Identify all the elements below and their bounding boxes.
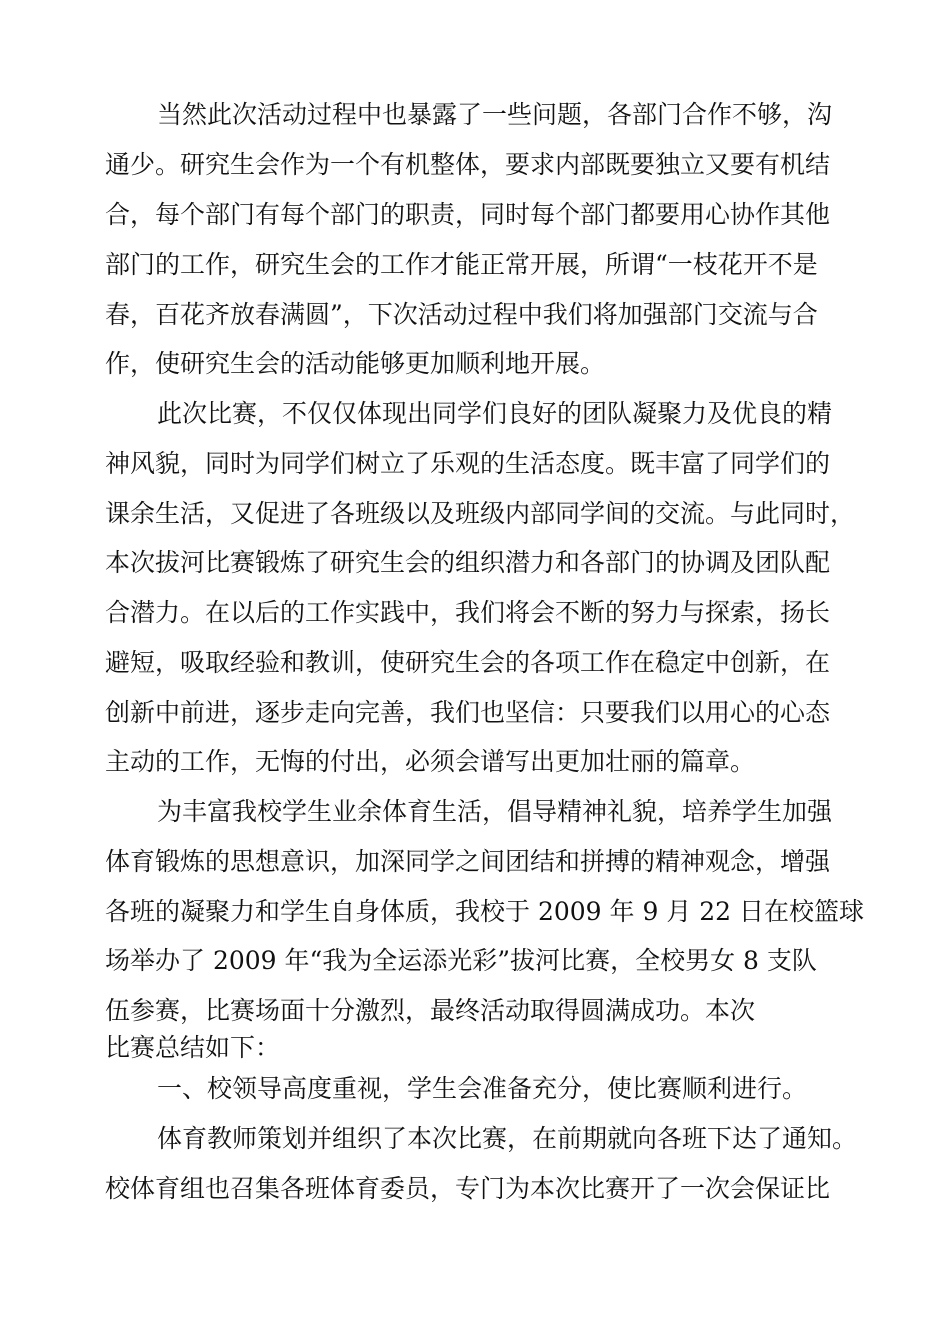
paragraph-1-line-3: 合，每个部门有每个部门的职责，同时每个部门都要用心协作其他 <box>105 200 831 229</box>
paragraph-2-line-1: 此次比赛，不仅仅体现出同学们良好的团队凝聚力及优良的精 <box>157 399 833 428</box>
paragraph-2-line-5: 合潜力。在以后的工作实践中，我们将会不断的努力与探索，扬长 <box>105 598 831 627</box>
paragraph-3-line-3: 各班的凝聚力和学生自身体质，我校于 2009 年 9 月 22 日在校篮球 <box>105 897 865 926</box>
paragraph-3-line-2: 体育锻炼的思想意识，加深同学之间团结和拼搏的精神观念，增强 <box>105 847 831 876</box>
paragraph-1-line-2: 通少。研究生会作为一个有机整体，要求内部既要独立又要有机结 <box>105 150 831 179</box>
paragraph-2-line-6: 避短，吸取经验和教训，使研究生会的各项工作在稳定中创新，在 <box>105 648 831 677</box>
paragraph-4-line-1: 体育教师策划并组织了本次比赛，在前期就向各班下达了通知。 <box>157 1124 858 1153</box>
paragraph-2-line-2: 神风貌，同时为同学们树立了乐观的生活态度。既丰富了同学们的 <box>105 449 831 478</box>
paragraph-1-line-6: 作，使研究生会的活动能够更加顺利地开展。 <box>105 349 606 378</box>
paragraph-3-line-1: 为丰富我校学生业余体育生活，倡导精神礼貌，培养学生加强 <box>157 797 833 826</box>
paragraph-4-line-2: 校体育组也召集各班体育委员，专门为本次比赛开了一次会保证比 <box>105 1174 831 1203</box>
paragraph-2-line-7: 创新中前进，逐步走向完善，我们也坚信：只要我们以用心的心态 <box>105 698 831 727</box>
paragraph-3-line-6: 比赛总结如下： <box>105 1033 281 1062</box>
paragraph-2-line-8: 主动的工作，无悔的付出，必须会谱写出更加壮丽的篇章。 <box>105 747 756 776</box>
paragraph-1-line-4: 部门的工作，研究生会的工作才能正常开展，所谓“一枝花开不是 <box>105 250 818 279</box>
paragraph-2-line-4: 本次拔河比赛锻炼了研究生会的组织潜力和各部门的协调及团队配 <box>105 548 831 577</box>
paragraph-1-line-1: 当然此次活动过程中也暴露了一些问题，各部门合作不够，沟 <box>157 100 833 129</box>
paragraph-3-line-5: 伍参赛，比赛场面十分激烈，最终活动取得圆满成功。本次 <box>105 996 756 1025</box>
paragraph-2-line-3: 课余生活，又促进了各班级以及班级内部同学间的交流。与此同时， <box>105 499 856 528</box>
paragraph-1-line-5: 春，百花齐放春满圆”，下次活动过程中我们将加强部门交流与合 <box>105 300 818 329</box>
paragraph-3-line-4: 场举办了 2009 年“我为全运添光彩”拔河比赛，全校男女 8 支队 <box>105 946 817 975</box>
section-heading-1: 一、校领导高度重视，学生会准备充分，使比赛顺利进行。 <box>157 1074 808 1103</box>
